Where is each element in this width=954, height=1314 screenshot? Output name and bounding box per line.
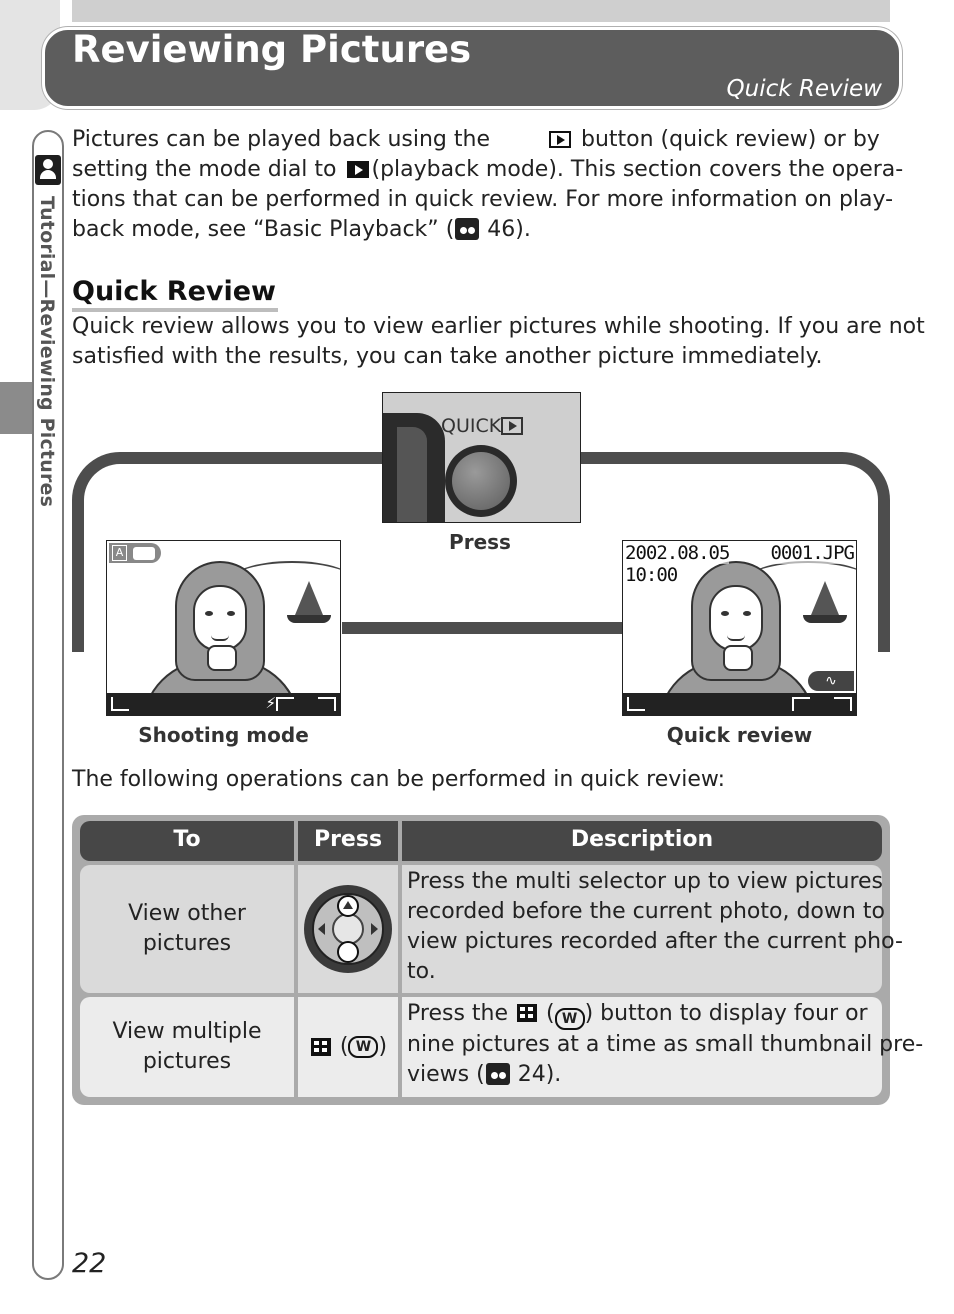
table-row: View other pictures Press the multi selector up to view pictures recorded before the current photo, down to view pictures recorded after the current pho- to. — [80, 865, 882, 993]
quick-review-paragraph: Quick review allows you to view earlier pictures while shooting. If you are not satisfied with the results, you can take another picture immediately. — [72, 314, 925, 369]
page-number: 22 — [72, 1248, 107, 1279]
tone-curve-icon: ∿ — [808, 671, 854, 691]
person-tutorial-icon — [35, 155, 61, 185]
quick-review-play-icon — [549, 131, 571, 148]
sailboat-icon — [811, 581, 839, 615]
press-caption: Press — [449, 530, 511, 554]
review-time: 10:00 — [625, 564, 678, 586]
page-title: Reviewing Pictures — [72, 28, 472, 71]
operations-intro: The following operations can be performed in quick review: — [72, 767, 726, 792]
top-strip — [72, 0, 890, 22]
quick-review-heading: Quick Review — [72, 276, 278, 312]
shooting-mode-badge: A — [109, 543, 161, 563]
quick-review-caption: Quick review — [666, 723, 813, 747]
operations-table — [72, 815, 924, 1105]
multi-selector-icon — [304, 885, 392, 973]
playback-mode-icon — [347, 161, 369, 178]
table-header-row — [80, 821, 882, 861]
shooting-mode-screen — [106, 540, 341, 716]
intro-line-4: back mode, see “Basic Playback” ( 46). — [72, 217, 531, 242]
intro-line-1: Pictures can be played back using the button (quick review) or by — [72, 127, 880, 152]
quick-review-screen — [622, 540, 857, 716]
intro-line-2: setting the mode dial to (playback mode). This section covers the opera- — [72, 157, 904, 182]
shooting-mode-caption: Shooting mode — [138, 723, 309, 747]
header-to: To — [80, 821, 294, 861]
thumbnail-icon — [311, 1038, 331, 1056]
side-grey-tab — [0, 382, 34, 434]
section-tag: Quick Review — [726, 76, 882, 102]
thumbnail-icon — [517, 1004, 537, 1022]
header-press: Press — [298, 821, 398, 861]
review-filename: 0001.JPG — [770, 542, 854, 564]
illustration-connector — [342, 622, 622, 634]
table-row: View multiple pictures ( W ) Press the ( W ) button to display four or nine pictures at a time as small thumbnail pre- views ( 24). — [80, 997, 882, 1097]
side-chapter-label: Tutorial—Reviewing Pictures — [36, 196, 58, 508]
intro-line-3: tions that can be performed in quick review. For more information on play- — [72, 187, 894, 212]
intro-paragraph — [72, 125, 904, 245]
camera-quick-label: QUICK — [441, 415, 502, 437]
camera-mode-icon — [133, 547, 155, 560]
flash-icon: ⚡ — [265, 694, 276, 712]
camera-button-photo — [382, 392, 581, 523]
page-reference-icon — [486, 1063, 510, 1085]
w-button-icon: W — [555, 1008, 585, 1030]
sailboat-icon — [295, 581, 323, 615]
header-description: Description — [402, 821, 882, 861]
page-reference-icon — [455, 218, 479, 240]
camera-play-icon — [501, 417, 523, 435]
w-button-icon: W — [348, 1036, 378, 1058]
review-date: 2002.08.05 — [625, 542, 730, 564]
